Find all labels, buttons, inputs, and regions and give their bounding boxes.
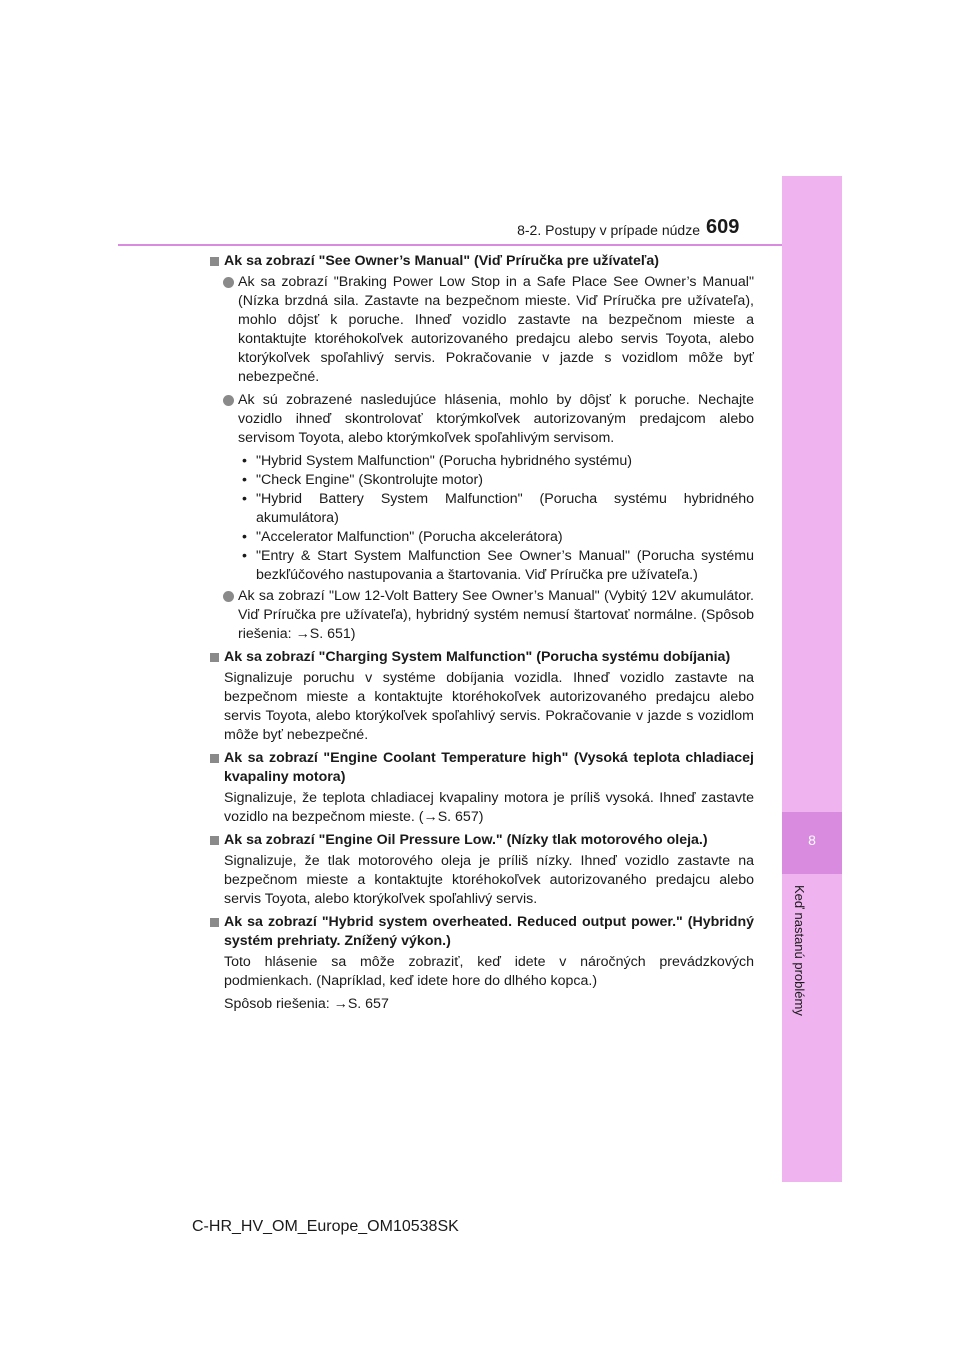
chapter-label: Keď nastanú problémy bbox=[792, 885, 807, 1016]
dot-icon: • bbox=[242, 529, 247, 545]
list-item bbox=[210, 391, 754, 448]
dot-icon: • bbox=[242, 453, 247, 469]
heading-text: Ak sa zobrazí "See Owner’s Manual" (Viď Príručka pre užívateľa) bbox=[224, 253, 659, 269]
square-bullet-icon bbox=[210, 653, 219, 662]
section-heading bbox=[210, 648, 754, 667]
item-text: Ak sa zobrazí "Low 12-Volt Battery See Owner’s Manual" (Vybitý 12V akumulátor. Viď Príručka pre užívateľa), hybridný systém nemusí štartovať normálne. (Spôsob riešenia: →S. 651) bbox=[238, 588, 754, 642]
sub-list-item: • "Entry & Start System Malfunction See Owner’s Manual" (Porucha systému bezkľúčového nastupovania a štartovania. Viď Príručka pre užívateľa.) bbox=[242, 548, 754, 583]
sub-list-item: • "Hybrid Battery System Malfunction" (Porucha systému hybridného akumulátora) bbox=[242, 491, 754, 526]
square-bullet-icon bbox=[210, 257, 219, 266]
sub-list-item: • "Hybrid System Malfunction" (Porucha hybridného systému) bbox=[242, 453, 632, 469]
paragraph: Signalizuje, že teplota chladiacej kvapaliny motora je príliš vysoká. Ihneď zastavte vozidlo na bezpečnom mieste. (→S. 657) bbox=[224, 790, 754, 825]
square-bullet-icon bbox=[210, 836, 219, 845]
circle-bullet-icon bbox=[223, 591, 234, 602]
heading-text: Ak sa zobrazí "Charging System Malfunction" (Porucha systému dobíjania) bbox=[224, 649, 731, 665]
dot-icon: • bbox=[242, 491, 247, 507]
page-number: 609 bbox=[706, 216, 740, 238]
chapter-side-tab bbox=[782, 176, 842, 1182]
paragraph: Toto hlásenie sa môže zobraziť, keď idete v náročných prevádzkových podmienkach. (Napríklad, keď idete hore do dlhého kopca.) bbox=[224, 954, 754, 989]
dot-icon: • bbox=[242, 548, 247, 564]
message-list bbox=[242, 452, 754, 585]
paragraph: Signalizuje poruchu v systéme dobíjania vozidla. Ihneď vozidlo zastavte na bezpečnom mieste a kontaktujte ktoréhokoľvek autorizovaného predajcu alebo servis Toyota, alebo ktorýkoľvek spoľahlivý servis. Pokračovanie v jazde s vozidlom môže byť nebezpečné. bbox=[224, 670, 754, 743]
solution-reference: Spôsob riešenia: →S. 657 bbox=[224, 996, 389, 1012]
circle-bullet-icon bbox=[223, 277, 234, 288]
chapter-number: 8 bbox=[808, 832, 816, 848]
list-item bbox=[210, 273, 754, 387]
page-content bbox=[210, 252, 754, 1018]
item-text: Ak sú zobrazené nasledujúce hlásenia, mohlo by dôjsť k poruche. Nechajte vozidlo ihneď skontrolovať ktorýmkoľvek autorizovaným predajcom alebo servisom Toyota, alebo ktorýmkoľvek spoľahlivým servisom. bbox=[238, 392, 754, 446]
section-heading bbox=[210, 831, 754, 850]
dot-icon: • bbox=[242, 472, 247, 488]
item-text: Ak sa zobrazí "Braking Power Low Stop in a Safe Place See Owner’s Manual" (Nízka brzdná sila. Zastavte na bezpečnom mieste. Viď Príručka pre užívateľa), mohlo dôjsť k poruche. Ihneď vozidlo zastavte na bezpečnom mieste a kontaktujte ktoréhokoľvek autorizovaného predajcu alebo servis Toyota, alebo ktorýkoľvek spoľahlivý servis. Pokračovanie v jazde s vozidlom môže byť nebezpečné. bbox=[238, 274, 754, 385]
sub-list-item: • "Check Engine" (Skontrolujte motor) bbox=[242, 472, 483, 488]
section-heading bbox=[210, 252, 754, 271]
circle-bullet-icon bbox=[223, 395, 234, 406]
paragraph: Signalizuje, že tlak motorového oleja je príliš nízky. Ihneď vozidlo zastavte na bezpečnom mieste a kontaktujte ktoréhokoľvek autorizovaného predajcu alebo servis Toyota, alebo ktorýkoľvek spoľahlivý servis. bbox=[224, 853, 754, 907]
section-heading bbox=[210, 913, 754, 951]
square-bullet-icon bbox=[210, 918, 219, 927]
square-bullet-icon bbox=[210, 754, 219, 763]
sub-list-item: • "Accelerator Malfunction" (Porucha akcelerátora) bbox=[242, 529, 563, 545]
header-rule bbox=[118, 244, 782, 246]
section-heading bbox=[210, 749, 754, 787]
section-title: 8-2. Postupy v prípade núdze bbox=[517, 222, 700, 238]
list-item bbox=[210, 587, 754, 644]
heading-text: Ak sa zobrazí "Hybrid system overheated. Reduced output power." (Hybridný systém prehriaty. Znížený výkon.) bbox=[224, 914, 754, 949]
footer-doc-code: C-HR_HV_OM_Europe_OM10538SK bbox=[192, 1218, 459, 1235]
heading-text: Ak sa zobrazí "Engine Oil Pressure Low." (Nízky tlak motorového oleja.) bbox=[224, 832, 708, 848]
heading-text: Ak sa zobrazí "Engine Coolant Temperature high" (Vysoká teplota chladiacej kvapaliny motora) bbox=[224, 750, 754, 785]
